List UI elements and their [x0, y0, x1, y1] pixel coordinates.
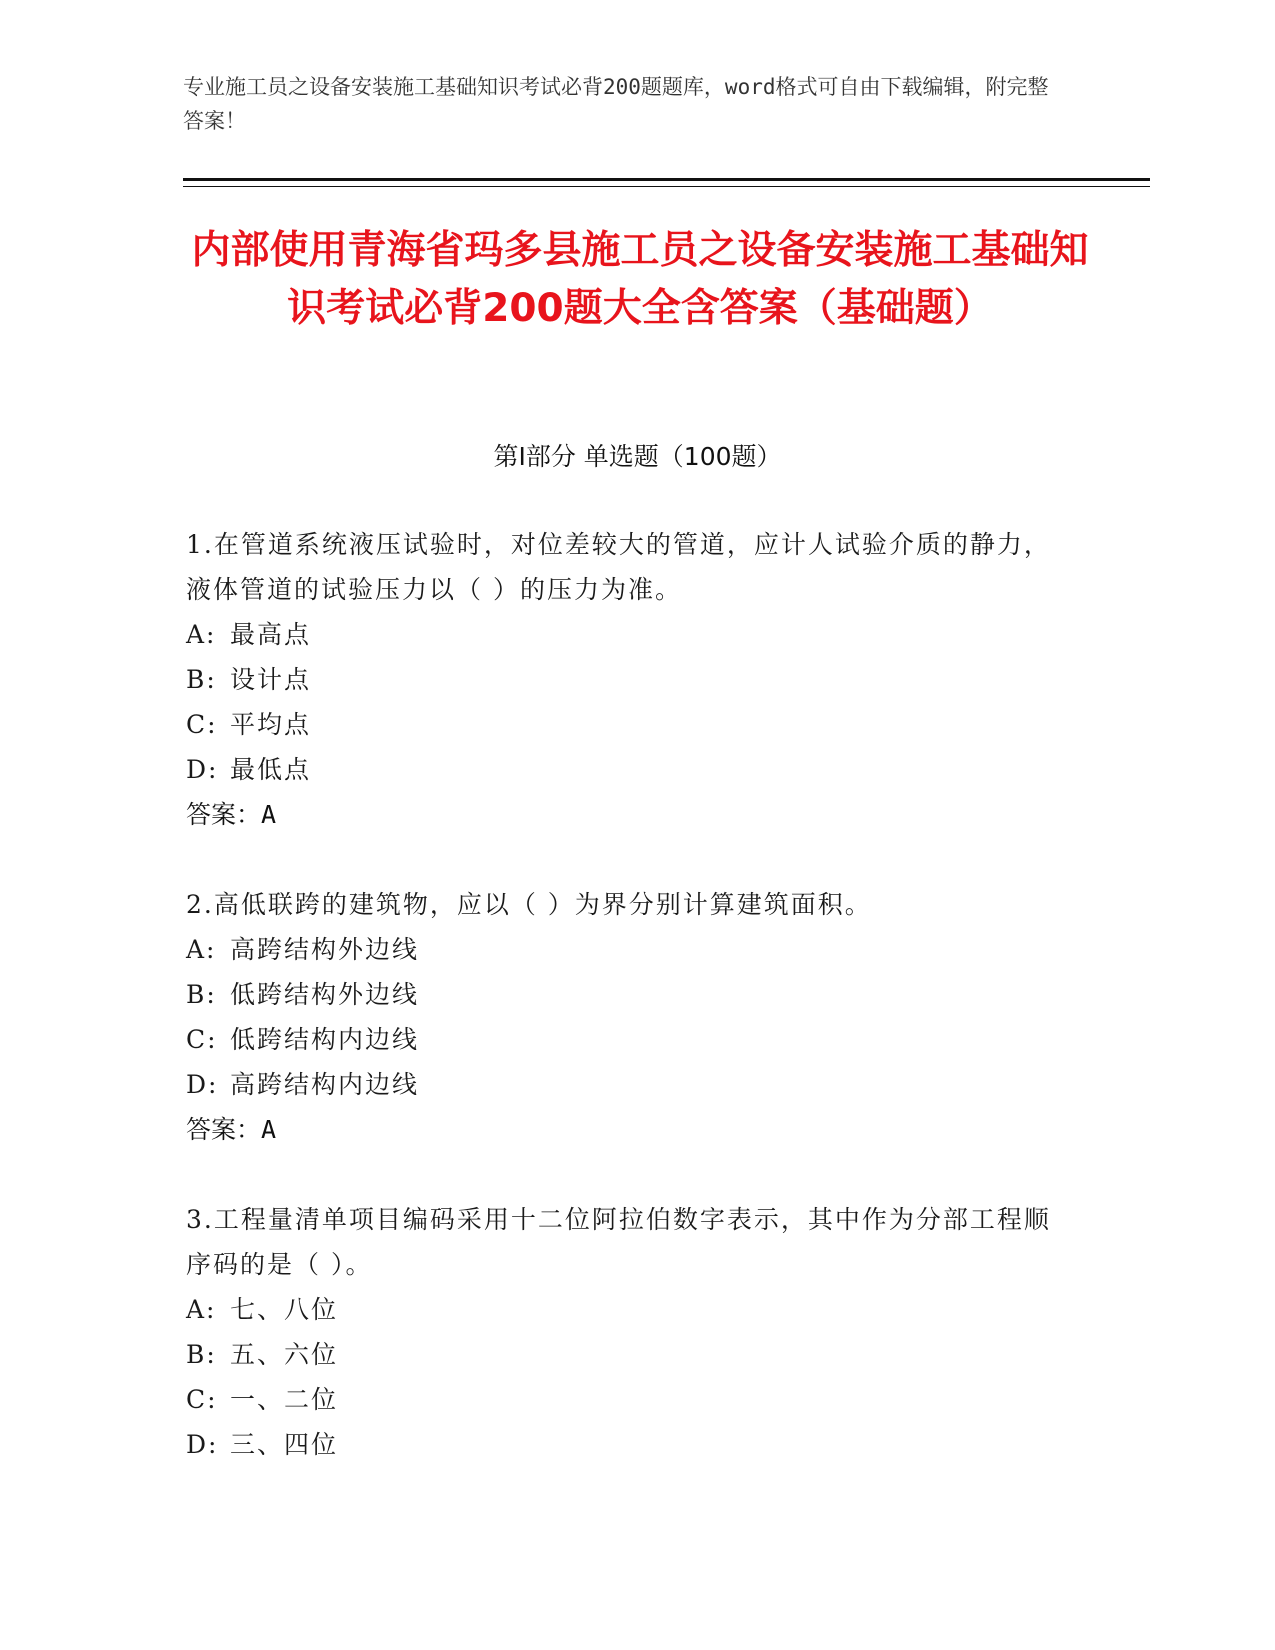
option-c	[186, 1377, 1066, 1422]
option-text: 平均点	[230, 710, 312, 739]
option-d	[186, 747, 1066, 792]
answer-line	[186, 792, 1066, 837]
option-text: 五、六位	[230, 1340, 339, 1369]
option-label: D:	[186, 755, 219, 784]
option-a	[186, 927, 1066, 972]
option-a	[186, 1287, 1066, 1332]
question-list	[186, 522, 1066, 1467]
question-stem: 1.在管道系统液压试验时，对位差较大的管道，应计人试验介质的静力，液体管道的试验压力以（ ）的压力为准。	[186, 530, 1051, 604]
option-text: 低跨结构内边线	[230, 1025, 420, 1054]
answer-label: 答案：	[186, 800, 262, 829]
question-stem: 3.工程量清单项目编码采用十二位阿拉伯数字表示，其中作为分部工程顺序码的是（ ）。	[186, 1205, 1051, 1279]
option-label: B:	[186, 665, 217, 694]
option-d	[186, 1422, 1066, 1467]
answer-value: A	[261, 800, 277, 829]
header-rule-thick	[183, 178, 1150, 181]
option-label: C:	[186, 710, 218, 739]
option-text: 最高点	[230, 620, 312, 649]
option-c	[186, 1017, 1066, 1062]
option-b	[186, 972, 1066, 1017]
question-item	[186, 522, 1066, 837]
option-text: 高跨结构内边线	[230, 1070, 420, 1099]
answer-line	[186, 1107, 1066, 1152]
option-b	[186, 657, 1066, 702]
option-d	[186, 1062, 1066, 1107]
section-heading: 第I部分 单选题（100题）	[493, 442, 782, 471]
answer-value: A	[261, 1115, 277, 1144]
question-stem: 2.高低联跨的建筑物，应以（ ）为界分别计算建筑面积。	[186, 890, 872, 919]
option-text: 低跨结构外边线	[230, 980, 420, 1009]
option-label: A:	[186, 620, 217, 649]
option-label: A:	[186, 935, 217, 964]
option-label: D:	[186, 1070, 219, 1099]
option-text: 七、八位	[230, 1295, 339, 1324]
question-item	[186, 882, 1066, 1152]
option-b	[186, 1332, 1066, 1377]
option-c	[186, 702, 1066, 747]
option-text: 高跨结构外边线	[230, 935, 420, 964]
option-a	[186, 612, 1066, 657]
option-label: A:	[186, 1295, 217, 1324]
option-label: B:	[186, 1340, 217, 1369]
option-label: C:	[186, 1385, 218, 1414]
option-text: 最低点	[230, 755, 312, 784]
option-label: C:	[186, 1025, 218, 1054]
header-note: 专业施工员之设备安装施工基础知识考试必背200题题库，word格式可自由下载编辑，附完整答案！	[183, 75, 1049, 133]
header-rule-thin	[183, 186, 1150, 187]
question-item	[186, 1197, 1066, 1467]
option-text: 三、四位	[230, 1430, 339, 1459]
document-title: 内部使用青海省玛多县施工员之设备安装施工基础知识考试必背200题大全含答案（基础题）	[191, 228, 1089, 331]
option-text: 设计点	[230, 665, 312, 694]
option-text: 一、二位	[230, 1385, 339, 1414]
option-label: D:	[186, 1430, 219, 1459]
answer-label: 答案：	[186, 1115, 262, 1144]
option-label: B:	[186, 980, 217, 1009]
